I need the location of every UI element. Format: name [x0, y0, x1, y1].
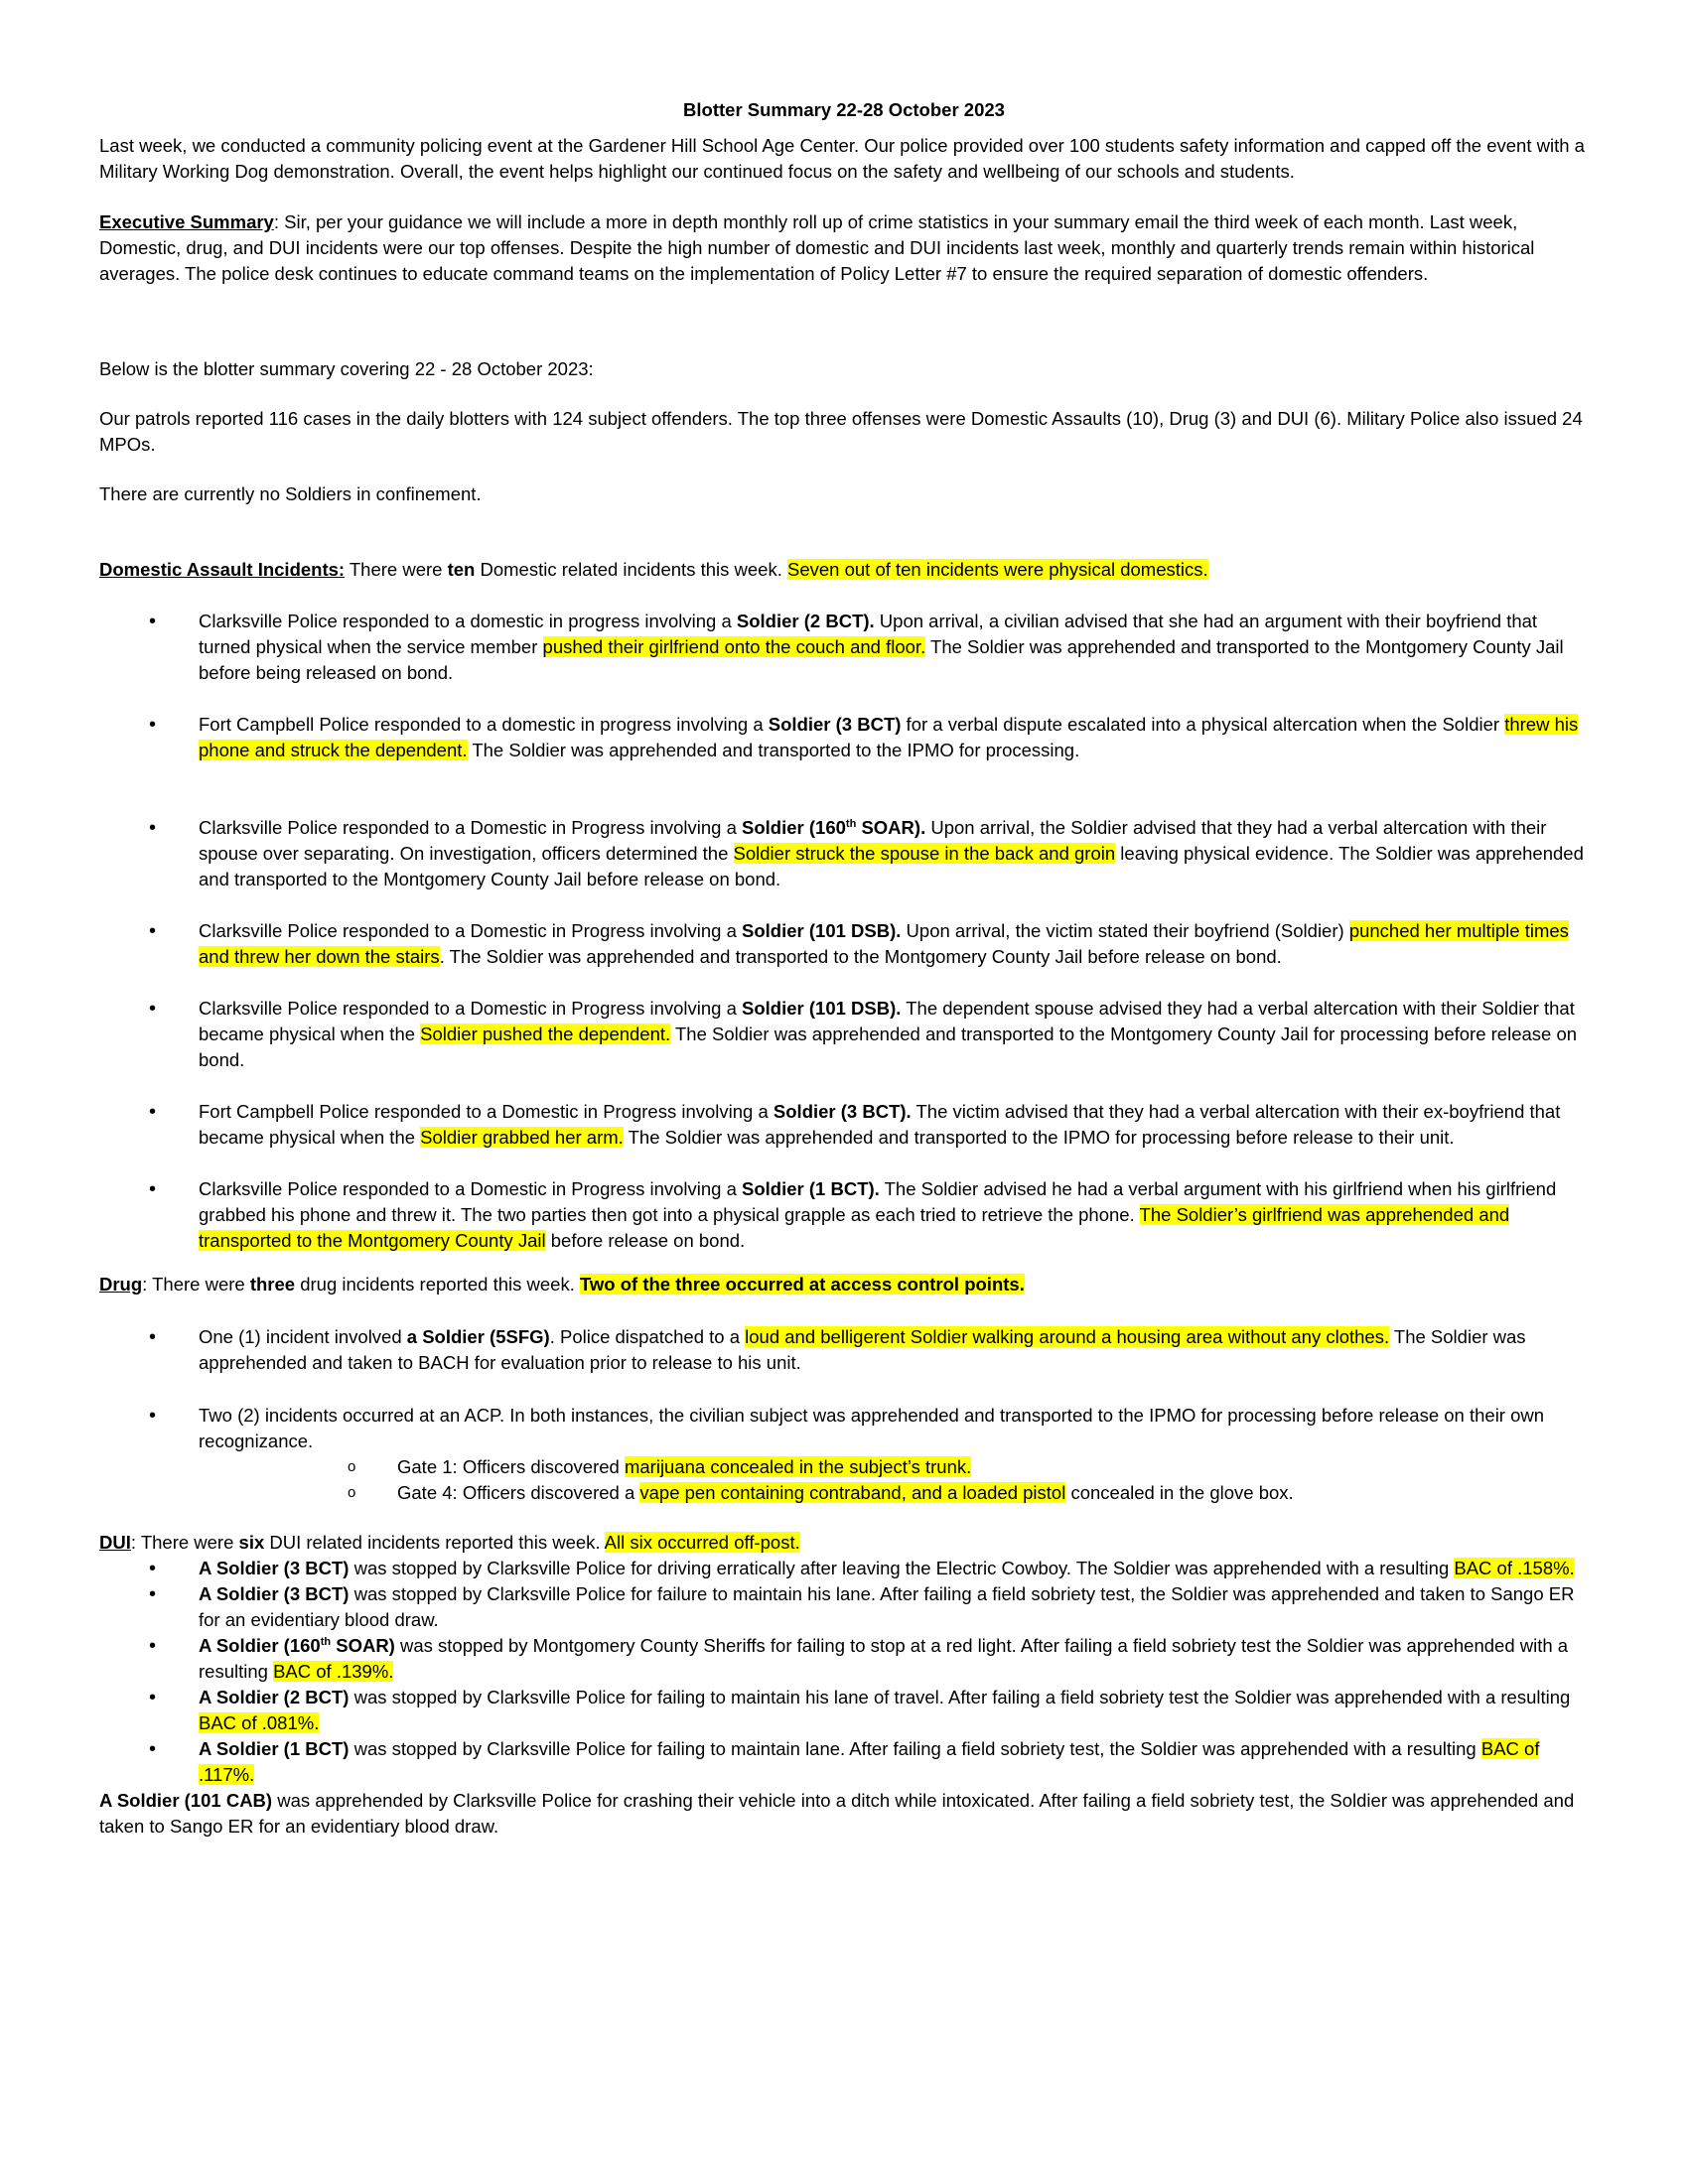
item-text: for a verbal dispute escalated into a physical altercation when the Soldier: [901, 714, 1505, 735]
domestic-section-heading: [99, 557, 1589, 583]
item-unit: A Soldier (3 BCT): [199, 1558, 350, 1578]
list-item: [99, 1099, 1589, 1151]
executive-summary-label: Executive Summary: [99, 211, 274, 232]
list-item: [99, 712, 1589, 763]
item-text: Clarksville Police responded to a Domestic in Progress involving a: [199, 817, 743, 838]
item-text: before release on bond.: [545, 1230, 746, 1251]
item-text: Upon arrival, the Soldier advised that they had a verbal altercation with their spouse over separating. On investigation, officers determined the: [199, 817, 1547, 864]
item-text: was stopped by Montgomery County Sheriffs for failing to stop at a red light. After failing a field sobriety test the Soldier was apprehended with a resulting: [199, 1635, 1569, 1682]
item-highlight: pushed their girlfriend onto the couch and floor.: [542, 636, 926, 657]
item-highlight: BAC of .081%.: [199, 1712, 320, 1733]
item-text: The Soldier advised he had a verbal argument with his girlfriend when his girlfriend grabbed his phone and threw it. The two parties then got into a physical grapple as each tried to retrieve the phone.: [199, 1178, 1557, 1225]
item-text: Clarksville Police responded to a Domestic in Progress involving a: [199, 1178, 743, 1199]
item-text: The Soldier was apprehended and transported to the IPMO for processing before release to their unit.: [623, 1127, 1455, 1148]
item-unit: Soldier (3 BCT): [768, 714, 902, 735]
list-item: [99, 1633, 1589, 1685]
item-unit: Soldier (160: [742, 817, 846, 838]
drug-text-2: drug incidents reported this week.: [295, 1274, 580, 1295]
item-highlight: marijuana concealed in the subject’s trunk.: [624, 1456, 972, 1477]
item-highlight: vape pen containing contraband, and a loaded pistol: [639, 1482, 1066, 1503]
domestic-label: Domestic Assault Incidents:: [99, 559, 346, 580]
item-highlight: Soldier struck the spouse in the back and groin: [733, 843, 1116, 864]
item-text: The Soldier was apprehended and transported to the Montgomery County Jail before being released on bond.: [199, 636, 1564, 683]
confinement-line: There are currently no Soldiers in confinement.: [99, 483, 482, 504]
sub-list-item: [199, 1480, 1589, 1506]
list-item: [99, 609, 1589, 686]
item-superscript: th: [845, 817, 857, 830]
item-unit: Soldier (3 BCT).: [773, 1101, 912, 1122]
gate-sublist: [199, 1454, 1589, 1506]
item-unit: A Soldier (1 BCT): [199, 1738, 350, 1759]
item-text: leaving physical evidence. The Soldier was apprehended and transported to the Montgomery County Jail before release on bond.: [199, 843, 1584, 889]
list-item: [99, 1581, 1589, 1633]
list-item: [99, 1736, 1589, 1788]
drug-section-heading: [99, 1272, 1589, 1297]
domestic-incident-list: [99, 609, 1589, 1254]
item-text: Fort Campbell Police responded to a Domestic in Progress involving a: [199, 1101, 774, 1122]
list-item: [99, 996, 1589, 1073]
item-text: The Soldier was apprehended and transported to the Montgomery County Jail for processing before release on bond.: [199, 1024, 1578, 1070]
list-item: [99, 815, 1589, 892]
sub-list-item: [199, 1454, 1589, 1480]
item-text: The Soldier was apprehended and taken to BACH for evaluation prior to release to his unit.: [199, 1326, 1526, 1373]
item-unit: Soldier (2 BCT).: [736, 611, 875, 631]
item-text: Upon arrival, a civilian advised that she had an argument with their boyfriend that turned physical when the service member: [199, 611, 1538, 657]
dui-count: six: [238, 1532, 265, 1553]
item-text: Two (2) incidents occurred at an ACP. In both instances, the civilian subject was apprehended and transported to the IPMO for processing before release on their own recognizance.: [199, 1405, 1545, 1451]
item-text: One (1) incident involved: [199, 1326, 407, 1347]
item-unit: Soldier (1 BCT).: [742, 1178, 880, 1199]
executive-summary: [99, 209, 1589, 287]
list-item: [99, 1176, 1589, 1254]
drug-count: three: [249, 1274, 296, 1295]
drug-incident-list: [99, 1324, 1589, 1506]
item-highlight: punched her multiple times and threw her down the stairs: [199, 920, 1569, 967]
item-unit: a Soldier (5SFG): [406, 1326, 550, 1347]
item-text: . Police dispatched to a: [549, 1326, 746, 1347]
item-text: Clarksville Police responded to a Domestic in Progress involving a: [199, 998, 743, 1019]
item-text: The Soldier was apprehended and transported to the IPMO for processing.: [467, 740, 1080, 760]
item-unit: Soldier (101 DSB).: [742, 998, 902, 1019]
list-item: [99, 1685, 1589, 1736]
item-text: Fort Campbell Police responded to a domestic in progress involving a: [199, 714, 769, 735]
dui-label: DUI: [99, 1532, 131, 1553]
list-item: [99, 1556, 1589, 1581]
item-unit: A Soldier (160: [199, 1635, 321, 1656]
item-text: . The Soldier was apprehended and transported to the Montgomery County Jail before release on bond.: [439, 946, 1282, 967]
item-highlight: BAC of .117%.: [199, 1738, 1540, 1785]
domestic-text-2: Domestic related incidents this week.: [475, 559, 787, 580]
item-text: was stopped by Clarksville Police for failing to maintain lane. After failing a field sobriety test, the Soldier was apprehended with a resulting: [349, 1738, 1481, 1759]
item-superscript: th: [320, 1635, 332, 1648]
item-highlight: Soldier grabbed her arm.: [420, 1127, 624, 1148]
dui-incident-list: [99, 1556, 1589, 1788]
list-item: [99, 1324, 1589, 1376]
item-text: Upon arrival, the victim stated their boyfriend (Soldier): [901, 920, 1349, 941]
item-highlight: threw his phone and struck the dependent.: [199, 714, 1579, 760]
dui-section-heading: [99, 1530, 1589, 1556]
executive-summary-text: : Sir, per your guidance we will include a more in depth monthly roll up of crime statistics in your summary email the third week of each month. Last week, Domestic, drug, and DUI incidents were our top offenses. Despite the high number of domestic and DUI incidents last week, monthly and quarterly trends remain within historical averages. The police desk continues to educate command teams on the implementation of Policy Letter #7 to ensure the required separation of domestic offenders.: [99, 211, 1535, 284]
item-text: was stopped by Clarksville Police for driving erratically after leaving the Electric Cowboy. The Soldier was apprehended with a resulting: [349, 1558, 1455, 1578]
item-unit: A Soldier (3 BCT): [199, 1583, 350, 1604]
dui-text-2: DUI related incidents reported this week.: [264, 1532, 605, 1553]
item-unit: A Soldier (101 CAB): [99, 1790, 273, 1811]
item-text: was apprehended by Clarksville Police for crashing their vehicle into a ditch while intoxicated. After failing a field sobriety test, the Soldier was apprehended and taken to Sango ER for an evidentiary blood draw.: [99, 1790, 1575, 1837]
item-text: Gate 4: Officers discovered a: [397, 1482, 640, 1503]
item-text: Clarksville Police responded to a Domestic in Progress involving a: [199, 920, 743, 941]
dui-tail-paragraph: [99, 1788, 1589, 1840]
item-highlight: BAC of .158%.: [1454, 1558, 1575, 1578]
drug-highlight: Two of the three occurred at access control points.: [579, 1274, 1025, 1295]
domestic-count: ten: [447, 559, 476, 580]
item-text: The victim advised that they had a verbal altercation with their ex-boyfriend that became physical when the: [199, 1101, 1561, 1148]
list-item: [99, 1403, 1589, 1506]
item-text: Clarksville Police responded to a domestic in progress involving a: [199, 611, 737, 631]
document-page: [99, 97, 1589, 1840]
item-highlight: BAC of .139%.: [273, 1661, 394, 1682]
drug-label: Drug: [99, 1274, 143, 1295]
page-title: Blotter Summary 22-28 October 2023: [683, 99, 1005, 120]
item-unit: Soldier (101 DSB).: [742, 920, 902, 941]
drug-text-1: : There were: [142, 1274, 250, 1295]
item-highlight: loud and belligerent Soldier walking around a housing area without any clothes.: [745, 1326, 1390, 1347]
dui-highlight: All six occurred off-post.: [604, 1532, 800, 1553]
item-unit: A Soldier (2 BCT): [199, 1687, 350, 1707]
item-highlight: The Soldier’s girlfriend was apprehended and transported to the Montgomery County Jail: [199, 1204, 1510, 1251]
item-text: was stopped by Clarksville Police for failing to maintain his lane of travel. After failing a field sobriety test the Soldier was apprehended with a resulting: [349, 1687, 1571, 1707]
blotter-coverage-line: Below is the blotter summary covering 22 - 28 October 2023:: [99, 358, 594, 379]
intro-paragraph: Last week, we conducted a community policing event at the Gardener Hill School Age Center. Our police provided over 100 students safety information and capped off the event with a Military Working Dog demonstration. Overall, the event helps highlight our continued focus on the safety and wellbeing of our schools and students.: [99, 135, 1585, 182]
domestic-text-1: There were: [345, 559, 448, 580]
item-text: The dependent spouse advised they had a verbal altercation with their Soldier that became physical when the: [199, 998, 1575, 1044]
item-text: was stopped by Clarksville Police for failure to maintain his lane. After failing a field sobriety test, the Soldier was apprehended and taken to Sango ER for an evidentiary blood draw.: [199, 1583, 1575, 1630]
patrols-paragraph: Our patrols reported 116 cases in the daily blotters with 124 subject offenders. The top three offenses were Domestic Assaults (10), Drug (3) and DUI (6). Military Police also issued 24 MPOs.: [99, 408, 1583, 455]
item-unit: SOAR): [331, 1635, 395, 1656]
item-unit: SOAR).: [856, 817, 926, 838]
item-highlight: Soldier pushed the dependent.: [420, 1024, 671, 1044]
dui-text-1: : There were: [130, 1532, 239, 1553]
item-text: concealed in the glove box.: [1065, 1482, 1294, 1503]
domestic-highlight: Seven out of ten incidents were physical domestics.: [786, 559, 1208, 580]
item-text: Gate 1: Officers discovered: [397, 1456, 625, 1477]
list-item: [99, 918, 1589, 970]
